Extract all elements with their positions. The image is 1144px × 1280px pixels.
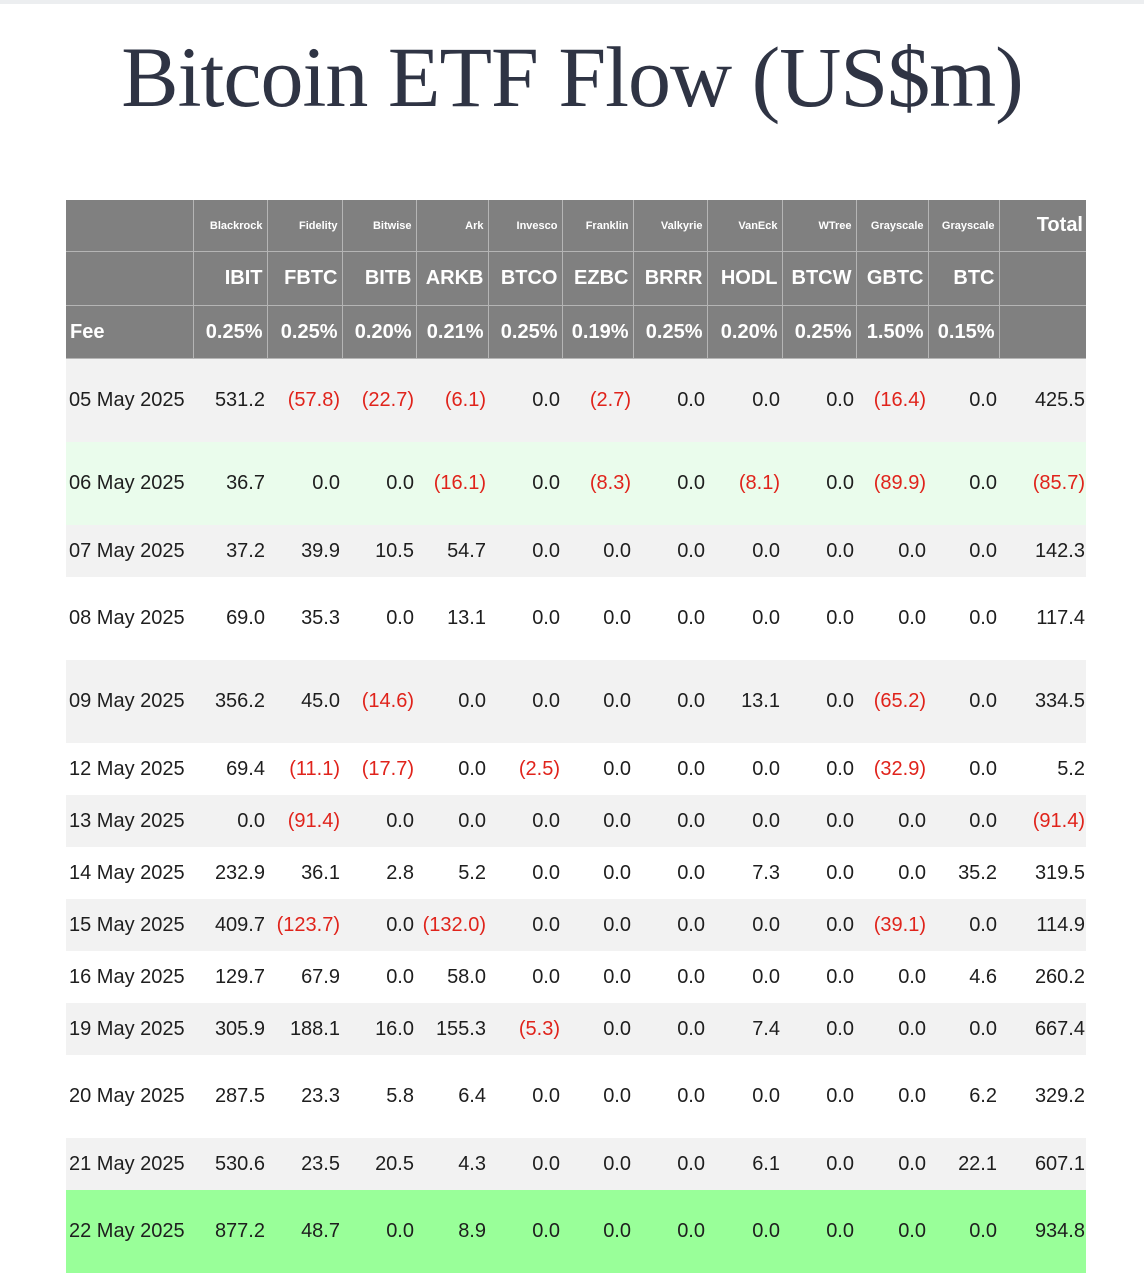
flow-cell: 0.0: [633, 660, 707, 743]
flow-cell: 232.9: [193, 847, 267, 899]
flow-cell: 0.0: [782, 795, 856, 847]
flow-cell: 0.0: [856, 525, 928, 577]
flow-cell: 0.0: [342, 577, 416, 660]
fee-header-row: [66, 306, 1086, 359]
flow-cell: (132.0): [416, 899, 488, 951]
flow-cell: (2.7): [562, 359, 633, 443]
table-row: [66, 1055, 1086, 1138]
flow-cell: 0.0: [488, 1190, 562, 1273]
date-cell: 22 May 2025: [66, 1190, 193, 1273]
fee-header: 0.25%: [488, 306, 562, 359]
flow-cell: (22.7): [342, 359, 416, 443]
ticker-header: EZBC: [562, 252, 633, 306]
date-cell: 19 May 2025: [66, 1003, 193, 1055]
flow-cell: 23.5: [267, 1138, 342, 1190]
flow-cell: 0.0: [562, 899, 633, 951]
flow-cell: 13.1: [416, 577, 488, 660]
flow-cell: 58.0: [416, 951, 488, 1003]
flow-cell: 0.0: [342, 1190, 416, 1273]
flow-cell: 0.0: [928, 525, 999, 577]
provider-header: Valkyrie: [633, 200, 707, 252]
flow-cell: 0.0: [562, 1003, 633, 1055]
flow-cell: 0.0: [633, 1055, 707, 1138]
flow-cell: 0.0: [193, 795, 267, 847]
flow-cell: 4.6: [928, 951, 999, 1003]
flow-cell: 0.0: [707, 951, 782, 1003]
flow-cell: (17.7): [342, 743, 416, 795]
flow-cell: (16.1): [416, 442, 488, 525]
flow-cell: 0.0: [633, 525, 707, 577]
total-cell: 607.1: [999, 1138, 1086, 1190]
flow-cell: 48.7: [267, 1190, 342, 1273]
flow-cell: 0.0: [342, 442, 416, 525]
flow-cell: 69.0: [193, 577, 267, 660]
date-cell: 16 May 2025: [66, 951, 193, 1003]
flow-cell: 0.0: [782, 1055, 856, 1138]
flow-cell: 0.0: [633, 1138, 707, 1190]
total-cell: (91.4): [999, 795, 1086, 847]
total-cell: 667.4: [999, 1003, 1086, 1055]
flow-cell: (11.1): [267, 743, 342, 795]
flow-cell: (6.1): [416, 359, 488, 443]
flow-cell: (16.4): [856, 359, 928, 443]
etf-flow-table: [66, 200, 1086, 1273]
flow-cell: 0.0: [562, 525, 633, 577]
flow-cell: 23.3: [267, 1055, 342, 1138]
table-row: [66, 577, 1086, 660]
total-cell: 114.9: [999, 899, 1086, 951]
flow-cell: (89.9): [856, 442, 928, 525]
flow-cell: 0.0: [267, 442, 342, 525]
flow-cell: 0.0: [928, 660, 999, 743]
flow-cell: 0.0: [633, 795, 707, 847]
total-cell: 329.2: [999, 1055, 1086, 1138]
provider-header: Grayscale: [856, 200, 928, 252]
flow-cell: 7.3: [707, 847, 782, 899]
flow-cell: 0.0: [707, 1055, 782, 1138]
flow-cell: 0.0: [782, 951, 856, 1003]
flow-cell: 20.5: [342, 1138, 416, 1190]
flow-cell: 0.0: [856, 847, 928, 899]
provider-header: Franklin: [562, 200, 633, 252]
fee-header: 0.20%: [707, 306, 782, 359]
total-cell: 5.2: [999, 743, 1086, 795]
flow-cell: 0.0: [856, 577, 928, 660]
flow-cell: 0.0: [488, 899, 562, 951]
flow-cell: 67.9: [267, 951, 342, 1003]
flow-cell: (123.7): [267, 899, 342, 951]
header-blank-cell: [999, 306, 1086, 359]
flow-cell: 37.2: [193, 525, 267, 577]
flow-cell: (39.1): [856, 899, 928, 951]
ticker-header: BTCO: [488, 252, 562, 306]
flow-cell: 0.0: [928, 795, 999, 847]
flow-cell: (8.3): [562, 442, 633, 525]
flow-cell: 0.0: [707, 525, 782, 577]
table-row: [66, 525, 1086, 577]
date-cell: 15 May 2025: [66, 899, 193, 951]
total-cell: 425.5: [999, 359, 1086, 443]
provider-header: Ark: [416, 200, 488, 252]
flow-cell: 0.0: [488, 1055, 562, 1138]
fee-header: 0.19%: [562, 306, 633, 359]
flow-cell: 0.0: [782, 660, 856, 743]
flow-cell: 530.6: [193, 1138, 267, 1190]
flow-cell: 8.9: [416, 1190, 488, 1273]
date-cell: 21 May 2025: [66, 1138, 193, 1190]
flow-cell: 6.2: [928, 1055, 999, 1138]
provider-header: Grayscale: [928, 200, 999, 252]
header-blank-cell: [66, 252, 193, 306]
fee-header: 0.21%: [416, 306, 488, 359]
flow-cell: 0.0: [416, 743, 488, 795]
table-row: [66, 795, 1086, 847]
flow-cell: 0.0: [488, 847, 562, 899]
fee-header: 0.25%: [633, 306, 707, 359]
flow-cell: 0.0: [856, 1003, 928, 1055]
table-row: [66, 1138, 1086, 1190]
flow-cell: 356.2: [193, 660, 267, 743]
flow-cell: 0.0: [707, 1190, 782, 1273]
provider-header-row: [66, 200, 1086, 252]
ticker-header: BRRR: [633, 252, 707, 306]
date-cell: 05 May 2025: [66, 359, 193, 443]
total-cell: 260.2: [999, 951, 1086, 1003]
date-cell: 09 May 2025: [66, 660, 193, 743]
flow-cell: 36.1: [267, 847, 342, 899]
flow-cell: 0.0: [488, 359, 562, 443]
provider-header: Blackrock: [193, 200, 267, 252]
flow-cell: 0.0: [856, 795, 928, 847]
flow-cell: 0.0: [488, 660, 562, 743]
flow-cell: 0.0: [416, 795, 488, 847]
flow-cell: 0.0: [633, 743, 707, 795]
flow-cell: 0.0: [488, 442, 562, 525]
flow-cell: 0.0: [856, 1190, 928, 1273]
flow-cell: 0.0: [782, 359, 856, 443]
table-row: [66, 359, 1086, 443]
fee-header: 0.25%: [193, 306, 267, 359]
date-cell: 06 May 2025: [66, 442, 193, 525]
flow-cell: 0.0: [633, 1003, 707, 1055]
flow-cell: 155.3: [416, 1003, 488, 1055]
flow-cell: 0.0: [562, 660, 633, 743]
total-cell: (85.7): [999, 442, 1086, 525]
total-cell: 117.4: [999, 577, 1086, 660]
flow-cell: 0.0: [416, 660, 488, 743]
flow-cell: 409.7: [193, 899, 267, 951]
ticker-header: ARKB: [416, 252, 488, 306]
total-header: Total: [999, 200, 1086, 252]
flow-cell: 0.0: [562, 795, 633, 847]
flow-cell: 0.0: [928, 577, 999, 660]
flow-cell: 188.1: [267, 1003, 342, 1055]
date-cell: 14 May 2025: [66, 847, 193, 899]
flow-cell: 0.0: [782, 1003, 856, 1055]
flow-cell: 36.7: [193, 442, 267, 525]
flow-cell: 0.0: [633, 899, 707, 951]
ticker-header: BTC: [928, 252, 999, 306]
table-row: [66, 1003, 1086, 1055]
flow-cell: 0.0: [633, 951, 707, 1003]
flow-cell: 0.0: [707, 577, 782, 660]
flow-cell: 2.8: [342, 847, 416, 899]
flow-cell: 0.0: [928, 442, 999, 525]
date-cell: 07 May 2025: [66, 525, 193, 577]
table-row: [66, 442, 1086, 525]
table-row: [66, 743, 1086, 795]
flow-cell: 0.0: [562, 847, 633, 899]
flow-cell: 0.0: [782, 577, 856, 660]
fee-header: 0.15%: [928, 306, 999, 359]
top-bar: [0, 0, 1144, 4]
ticker-header: GBTC: [856, 252, 928, 306]
flow-cell: 0.0: [488, 1138, 562, 1190]
flow-cell: 0.0: [782, 1190, 856, 1273]
date-cell: 13 May 2025: [66, 795, 193, 847]
table-row: [66, 660, 1086, 743]
table-row: [66, 951, 1086, 1003]
flow-cell: (2.5): [488, 743, 562, 795]
table-row: [66, 847, 1086, 899]
flow-cell: 22.1: [928, 1138, 999, 1190]
flow-cell: 0.0: [633, 577, 707, 660]
flow-cell: (5.3): [488, 1003, 562, 1055]
flow-cell: 0.0: [562, 743, 633, 795]
flow-cell: 35.3: [267, 577, 342, 660]
ticker-header: BTCW: [782, 252, 856, 306]
flow-cell: 0.0: [707, 359, 782, 443]
flow-cell: 0.0: [928, 1003, 999, 1055]
flow-cell: 0.0: [782, 743, 856, 795]
flow-cell: 0.0: [633, 359, 707, 443]
date-cell: 12 May 2025: [66, 743, 193, 795]
flow-cell: 0.0: [856, 951, 928, 1003]
flow-cell: (32.9): [856, 743, 928, 795]
flow-cell: 6.4: [416, 1055, 488, 1138]
total-cell: 334.5: [999, 660, 1086, 743]
flow-cell: 129.7: [193, 951, 267, 1003]
flow-cell: (91.4): [267, 795, 342, 847]
date-cell: 20 May 2025: [66, 1055, 193, 1138]
flow-cell: (8.1): [707, 442, 782, 525]
flow-cell: 16.0: [342, 1003, 416, 1055]
flow-cell: 0.0: [633, 847, 707, 899]
flow-cell: 877.2: [193, 1190, 267, 1273]
flow-cell: 0.0: [562, 1190, 633, 1273]
table-row: [66, 899, 1086, 951]
flow-cell: 0.0: [928, 743, 999, 795]
ticker-header: BITB: [342, 252, 416, 306]
ticker-header-row: [66, 252, 1086, 306]
flow-cell: 0.0: [928, 1190, 999, 1273]
date-cell: 08 May 2025: [66, 577, 193, 660]
flow-cell: 0.0: [488, 795, 562, 847]
flow-cell: 0.0: [856, 1055, 928, 1138]
flow-cell: 0.0: [782, 1138, 856, 1190]
flow-cell: 0.0: [928, 899, 999, 951]
total-cell: 319.5: [999, 847, 1086, 899]
flow-cell: 0.0: [782, 525, 856, 577]
table-body: [66, 359, 1086, 1274]
total-cell: 934.8: [999, 1190, 1086, 1273]
flow-cell: 39.9: [267, 525, 342, 577]
provider-header: Invesco: [488, 200, 562, 252]
provider-header: Fidelity: [267, 200, 342, 252]
flow-cell: 4.3: [416, 1138, 488, 1190]
total-cell: 142.3: [999, 525, 1086, 577]
flow-cell: 0.0: [562, 1138, 633, 1190]
flow-cell: 0.0: [562, 577, 633, 660]
flow-cell: 0.0: [856, 1138, 928, 1190]
flow-cell: 0.0: [928, 359, 999, 443]
flow-cell: 0.0: [707, 743, 782, 795]
ticker-header: IBIT: [193, 252, 267, 306]
flow-cell: 0.0: [342, 795, 416, 847]
flow-cell: 10.5: [342, 525, 416, 577]
flow-cell: 0.0: [782, 442, 856, 525]
flow-cell: 0.0: [488, 577, 562, 660]
flow-cell: 0.0: [488, 951, 562, 1003]
flow-cell: 5.8: [342, 1055, 416, 1138]
flow-cell: 0.0: [342, 899, 416, 951]
flow-cell: (65.2): [856, 660, 928, 743]
flow-cell: 45.0: [267, 660, 342, 743]
flow-cell: 0.0: [782, 847, 856, 899]
flow-cell: 531.2: [193, 359, 267, 443]
flow-cell: 0.0: [562, 951, 633, 1003]
flow-cell: 305.9: [193, 1003, 267, 1055]
flow-cell: 287.5: [193, 1055, 267, 1138]
table-row: [66, 1190, 1086, 1273]
flow-cell: 0.0: [707, 795, 782, 847]
flow-cell: 69.4: [193, 743, 267, 795]
flow-cell: 5.2: [416, 847, 488, 899]
page-title: Bitcoin ETF Flow (US$m): [121, 29, 1023, 125]
flow-cell: 0.0: [342, 951, 416, 1003]
flow-cell: (14.6): [342, 660, 416, 743]
flow-cell: (57.8): [267, 359, 342, 443]
flow-cell: 35.2: [928, 847, 999, 899]
flow-cell: 0.0: [633, 1190, 707, 1273]
flow-cell: 54.7: [416, 525, 488, 577]
flow-cell: 0.0: [488, 525, 562, 577]
flow-cell: 0.0: [782, 899, 856, 951]
provider-header: VanEck: [707, 200, 782, 252]
provider-header: WTree: [782, 200, 856, 252]
etf-flow-table-container: [66, 200, 1086, 1280]
fee-header: 0.25%: [782, 306, 856, 359]
header-blank-cell: [999, 252, 1086, 306]
flow-cell: 0.0: [707, 899, 782, 951]
fee-header: 1.50%: [856, 306, 928, 359]
fee-label: Fee: [66, 306, 193, 359]
flow-cell: 13.1: [707, 660, 782, 743]
fee-header: 0.20%: [342, 306, 416, 359]
header-blank-cell: [66, 200, 193, 252]
provider-header: Bitwise: [342, 200, 416, 252]
ticker-header: HODL: [707, 252, 782, 306]
flow-cell: 0.0: [562, 1055, 633, 1138]
flow-cell: 0.0: [633, 442, 707, 525]
ticker-header: FBTC: [267, 252, 342, 306]
flow-cell: 6.1: [707, 1138, 782, 1190]
fee-header: 0.25%: [267, 306, 342, 359]
flow-cell: 7.4: [707, 1003, 782, 1055]
